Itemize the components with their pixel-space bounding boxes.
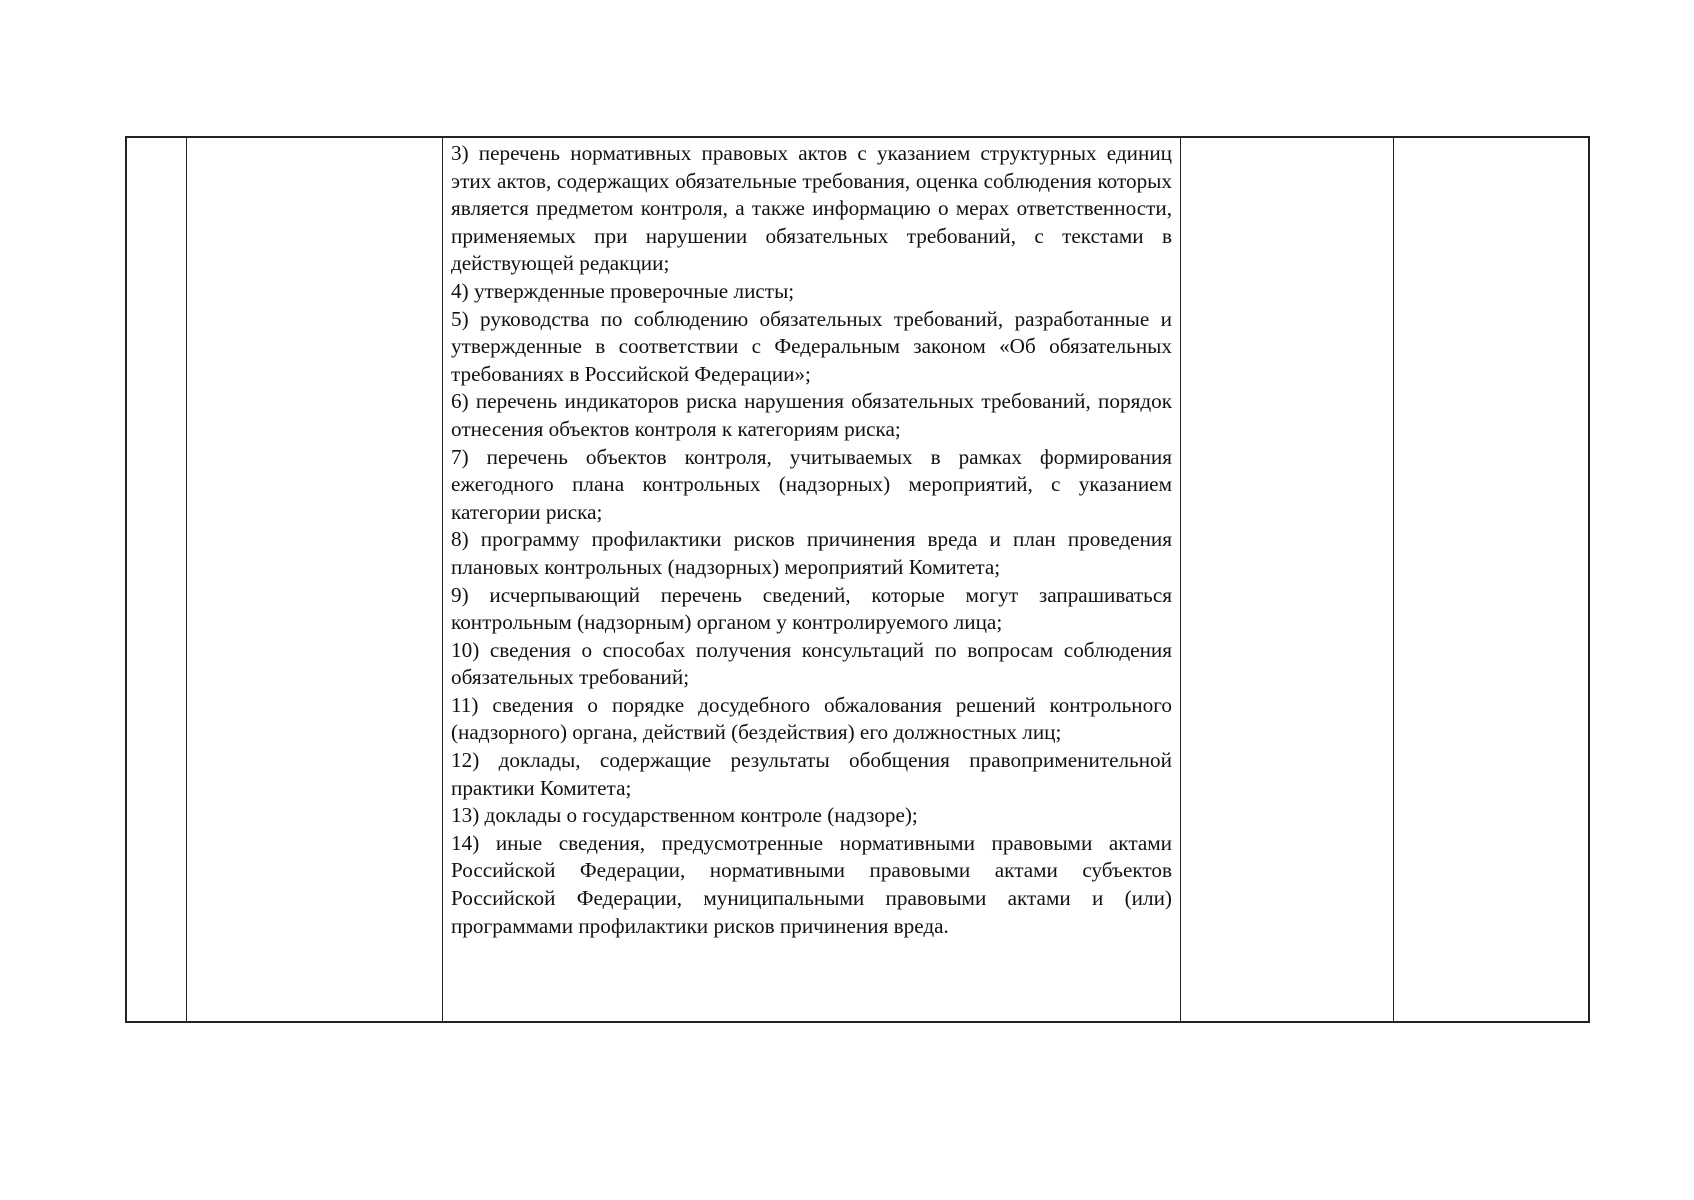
table-cell-deadline (1181, 138, 1394, 1021)
list-item: 6) перечень индикаторов риска нарушения обязательных требований, порядок отнесения объектов контроля к категориям риска; (451, 389, 1172, 441)
table-cell-number (127, 138, 187, 1021)
document-table (125, 136, 1590, 1023)
table-cell-responsible (1394, 138, 1588, 1021)
list-item: 7) перечень объектов контроля, учитываемых в рамках формирования ежегодного плана контрольных (надзорных) мероприятий, с указанием категории риска; (451, 444, 1172, 524)
table-cell-content (443, 138, 1181, 1021)
list-item: 11) сведения о порядке досудебного обжалования решений контрольного (надзорного) органа, действий (бездействия) его должностных лиц; (451, 692, 1172, 745)
list-item: 3) перечень нормативных правовых актов с указанием структурных единиц этих актов, содержащих обязательные требования, оценка соблюдения которых является предметом контроля, а также информацию о мерах ответственности, применяемых при нарушении обязательных требований, с текстами в действующей редакции; (451, 141, 1172, 276)
list-item: 13) доклады о государственном контроле (надзоре); (451, 803, 918, 828)
list-item: 9) исчерпывающий перечень сведений, которые могут запрашиваться контрольным (надзорным) органом у контролируемого лица; (451, 582, 1172, 635)
list-item: 12) доклады, содержащие результаты обобщения правоприменительной практики Комитета; (451, 748, 1172, 800)
list-item: 5) руководства по соблюдению обязательных требований, разработанные и утвержденные в соответствии с Федеральным законом «Об обязательных требованиях в Российской Федерации»; (451, 306, 1172, 386)
table-cell-name (187, 138, 443, 1021)
list-item: 10) сведения о способах получения консультаций по вопросам соблюдения обязательных требований; (451, 637, 1172, 690)
list-item: 14) иные сведения, предусмотренные нормативными правовыми актами Российской Федерации, нормативными правовыми актами субъектов Российской Федерации, муниципальными правовыми актами и (или) программами профилактики рисков причинения вреда. (451, 830, 1172, 938)
list-item: 4) утвержденные проверочные листы; (451, 278, 795, 303)
list-item: 8) программу профилактики рисков причинения вреда и план проведения плановых контрольных (надзорных) мероприятий Комитета; (451, 527, 1172, 579)
